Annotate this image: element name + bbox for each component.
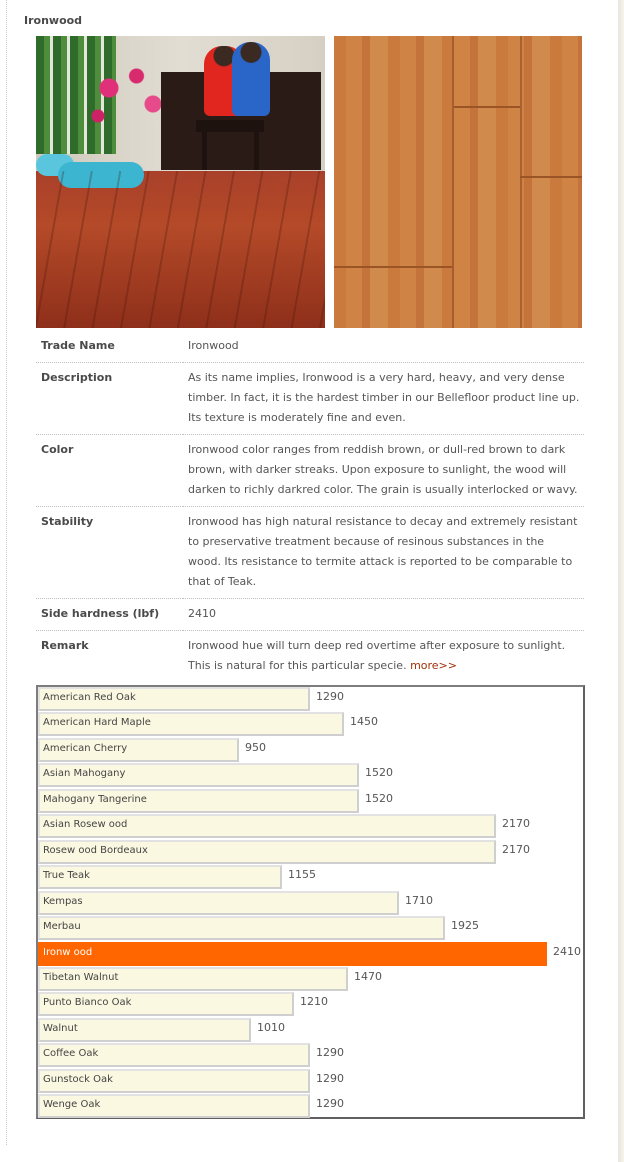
- chart-bar: Walnut: [38, 1018, 251, 1042]
- chart-bar: Wenge Oak: [38, 1094, 310, 1118]
- right-page-edge: [618, 0, 624, 1162]
- spec-row-remark: [36, 631, 584, 683]
- chart-bar: Ironw ood: [38, 942, 547, 966]
- chart-bar: Asian Rosew ood: [38, 814, 496, 838]
- chart-value-label: 2410: [553, 944, 581, 958]
- spec-row-description: [36, 363, 584, 435]
- remark-text: Ironwood hue will turn deep red overtime after exposure to sunlight. This is natural for this particular specie.: [188, 639, 566, 672]
- chart-bar: Merbau: [38, 916, 445, 940]
- chart-bar: Rosew ood Bordeaux: [38, 840, 496, 864]
- plank-seam: [520, 36, 522, 328]
- chart-bar: Gunstock Oak: [38, 1069, 310, 1093]
- spec-label: Description: [36, 363, 183, 435]
- chart-value-label: 1450: [350, 715, 378, 729]
- spec-label: Side hardness (lbf): [36, 599, 183, 631]
- bench-leg: [254, 132, 259, 170]
- spec-row-trade-name: [36, 331, 584, 363]
- chart-bar: Tibetan Walnut: [38, 967, 348, 991]
- chart-value-label: 1155: [288, 868, 316, 882]
- chart-value-label: 1290: [316, 1046, 344, 1060]
- chart-value-label: 1520: [365, 791, 393, 805]
- hardness-bar-chart: [36, 685, 585, 1119]
- spec-label: Stability: [36, 507, 183, 599]
- chart-value-label: 1925: [451, 919, 479, 933]
- floor-planks: [36, 171, 325, 328]
- spec-row-side-hardness: [36, 599, 584, 631]
- chart-value-label: 1290: [316, 1071, 344, 1085]
- chart-bar: Punto Bianco Oak: [38, 992, 294, 1016]
- spec-value: As its name implies, Ironwood is a very hard, heavy, and very dense timber. In fact, it is the hardest timber in our Bellefloor product line up. Its texture is moderately fine and even.: [183, 363, 584, 435]
- chart-value-label: 1210: [300, 995, 328, 1009]
- plank-seam: [334, 266, 452, 268]
- plank-seam: [520, 176, 582, 178]
- page-title: Ironwood: [24, 14, 83, 27]
- spec-value: Ironwood: [183, 331, 584, 363]
- chart-bar: Asian Mahogany: [38, 763, 359, 787]
- spec-row-stability: [36, 507, 584, 599]
- chart-bar: True Teak: [38, 865, 282, 889]
- chart-bar: American Hard Maple: [38, 712, 344, 736]
- chart-value-label: 1290: [316, 690, 344, 703]
- child-blue-shirt: [232, 42, 270, 116]
- chart-value-label: 2170: [502, 817, 530, 831]
- spec-row-color: [36, 435, 584, 507]
- spec-value: 2410: [183, 599, 584, 631]
- spec-value: [183, 631, 584, 683]
- spec-label: Trade Name: [36, 331, 183, 363]
- bench-leg: [202, 132, 207, 170]
- plank-seam: [454, 106, 520, 108]
- spec-label: Color: [36, 435, 183, 507]
- chart-value-label: 1290: [316, 1097, 344, 1111]
- chart-value-label: 1010: [257, 1020, 285, 1034]
- chart-value-label: 950: [245, 740, 266, 754]
- spec-value: Ironwood has high natural resistance to decay and extremely resistant to preservative treatment because of resinous substances in the wood. Its resistance to termite attack is reported to be comparable to that of Teak.: [183, 507, 584, 599]
- chart-bar: American Cherry: [38, 738, 239, 762]
- chart-bar: Coffee Oak: [38, 1043, 310, 1067]
- chart-bar: American Red Oak: [38, 687, 310, 711]
- chart-value-label: 2170: [502, 842, 530, 856]
- room-photo: [36, 36, 325, 328]
- chart-bar: Mahogany Tangerine: [38, 789, 359, 813]
- spec-value: Ironwood color ranges from reddish brown, or dull-red brown to dark brown, with darker streaks. Upon exposure to sunlight, the wood will darken to richly darkred color. The grain is usually interlocked or wavy.: [183, 435, 584, 507]
- chart-value-label: 1470: [354, 969, 382, 983]
- chart-value-label: 1710: [405, 893, 433, 907]
- chart-bar: Kempas: [38, 891, 399, 915]
- wood-sample-photo: [334, 36, 582, 328]
- spec-table: [36, 331, 584, 682]
- piano-bench: [196, 120, 264, 132]
- more-link[interactable]: more>>: [410, 659, 457, 672]
- chart-value-label: 1520: [365, 766, 393, 780]
- plank-seam: [452, 36, 454, 328]
- spec-label: Remark: [41, 639, 89, 652]
- left-border-rule: [6, 0, 8, 1145]
